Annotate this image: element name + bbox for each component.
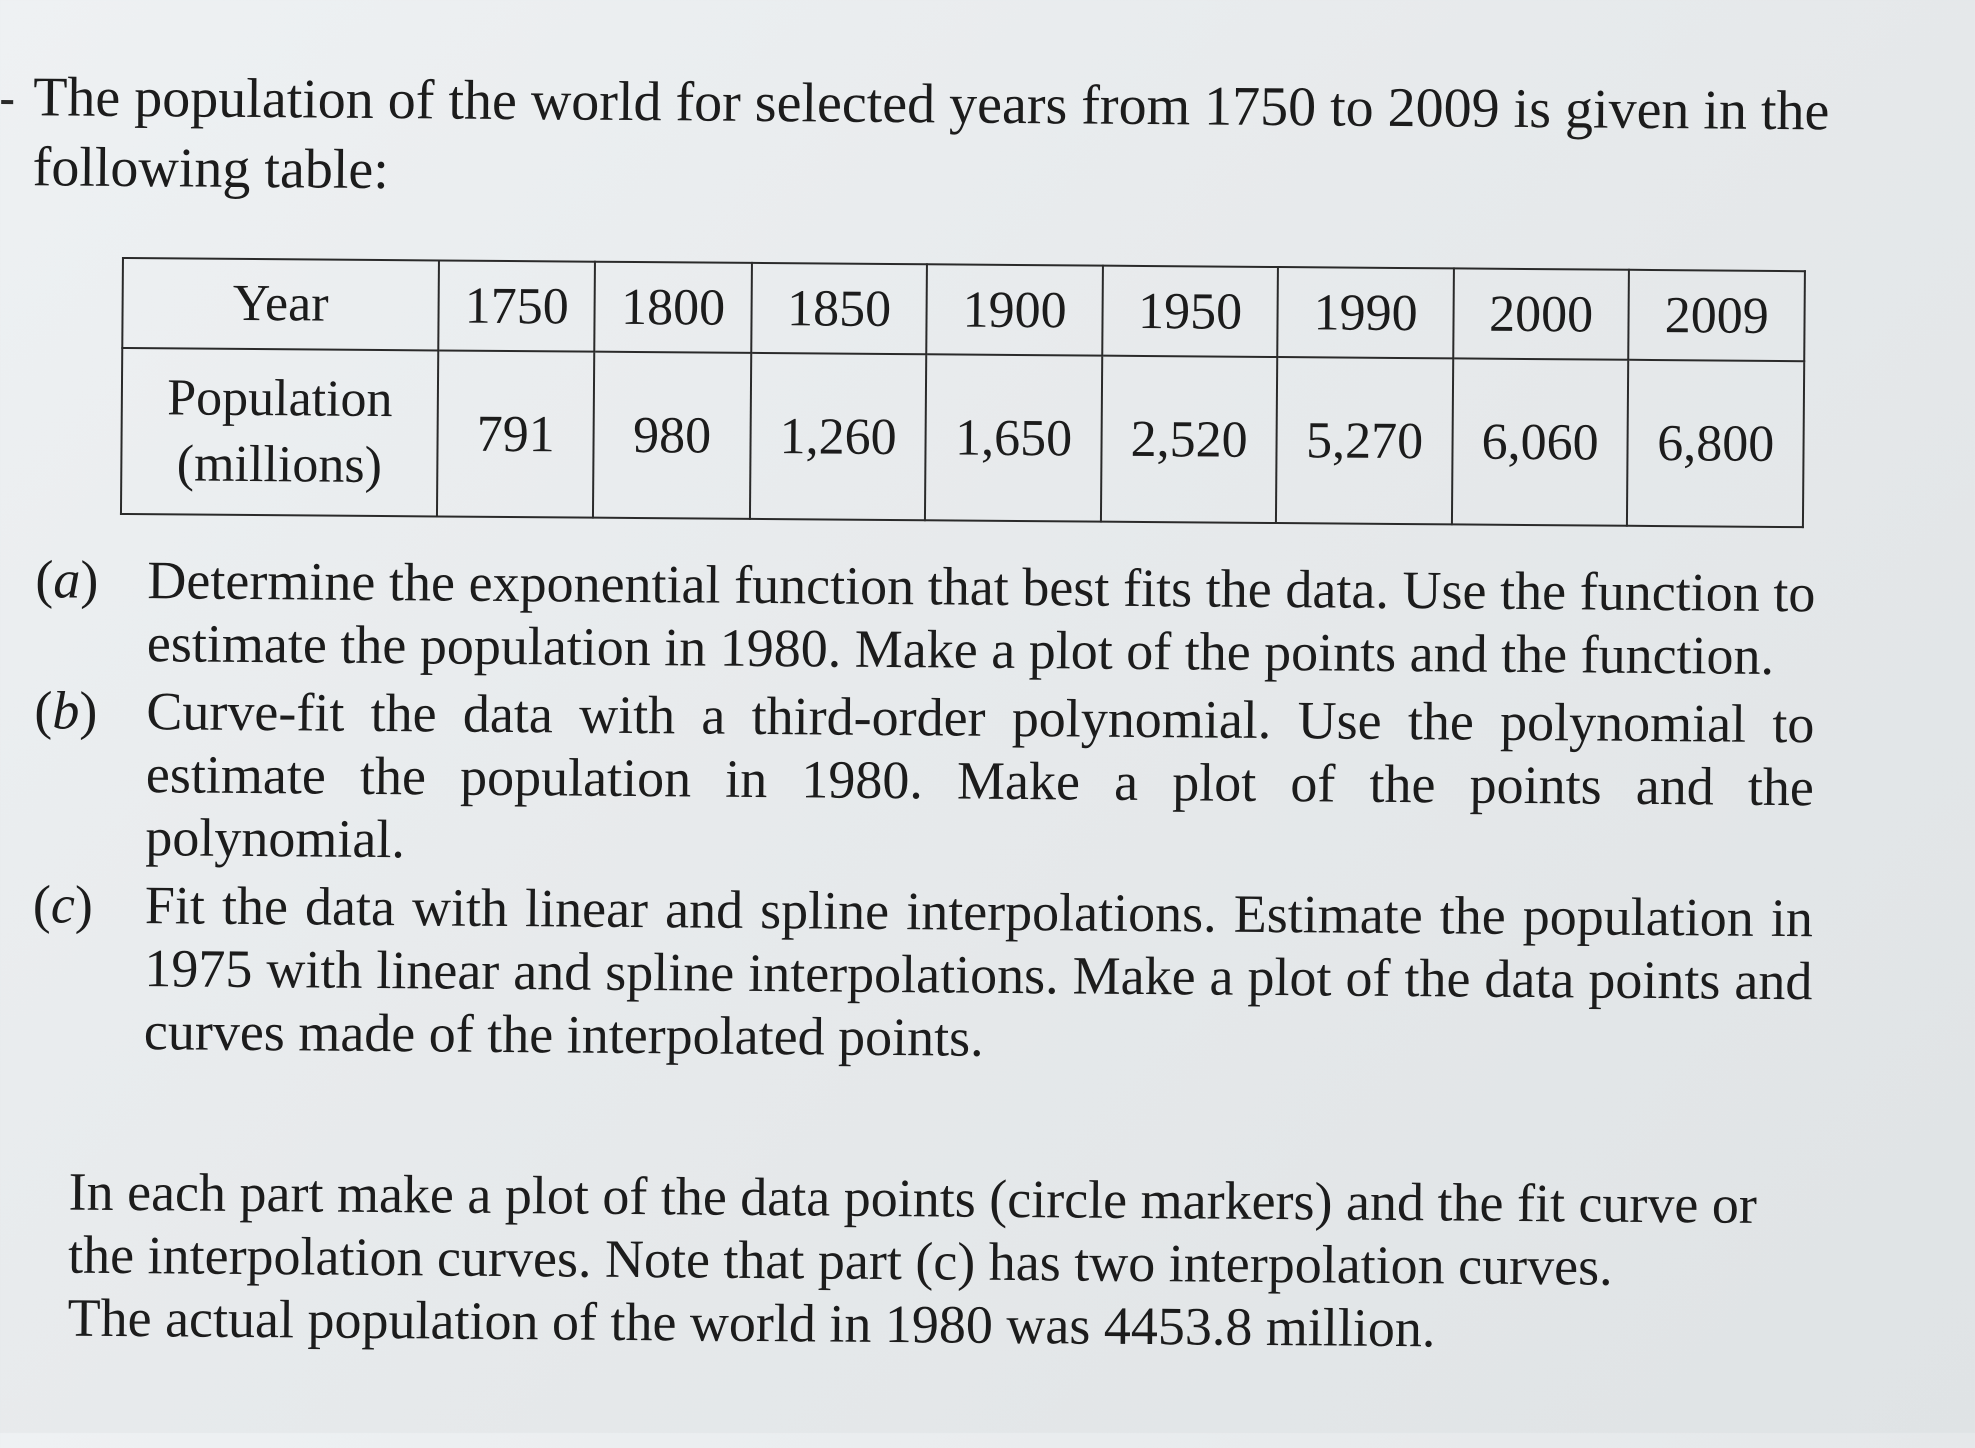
part-b-label: (b): [34, 680, 98, 741]
population-header-line1: Population: [166, 369, 393, 429]
year-cell: 1850: [751, 263, 927, 354]
closing-instructions: In each part make a plot of the data points (circle markers) and the fit curve or the interpolation curves. Note that part (c) has two interpolation curves.: [67, 1161, 1758, 1297]
population-table: [120, 257, 1806, 528]
year-cell: 1990: [1278, 267, 1454, 358]
actual-population-note: The actual population of the world in 1980 was 4453.8 million.: [67, 1287, 1436, 1359]
part-a: [35, 548, 1816, 688]
year-cell: 1900: [926, 264, 1102, 355]
year-cell: 2000: [1453, 268, 1629, 359]
population-header: [121, 348, 438, 516]
year-cell: 2009: [1629, 270, 1805, 361]
part-c-text: Fit the data with linear and spline interpolations. Estimate the population in 1975 with linear and spline interpolations. Make a plot of the data points and curves made of the interpolated points.: [143, 875, 1814, 1068]
year-row: [122, 258, 1805, 361]
population-row: [121, 348, 1804, 527]
year-cell: 1750: [438, 260, 595, 351]
part-b-text: Curve-fit the data with a third-order polynomial. Use the polynomial to estimate the population in 1980. Make a plot of the points and the polynomial.: [145, 681, 1815, 870]
population-cell: 791: [437, 350, 595, 517]
population-cell: 1,260: [750, 353, 927, 520]
population-cell: 980: [593, 352, 751, 519]
part-a-label: (a): [35, 549, 99, 610]
year-cell: 1950: [1102, 266, 1278, 357]
problem-bullet-mark: [1, 100, 13, 104]
population-header-line2: (millions): [176, 435, 383, 495]
population-cell: 5,270: [1276, 357, 1453, 524]
population-cell: 6,800: [1627, 360, 1804, 527]
closing-notes: [67, 1161, 1788, 1364]
population-cell: 2,520: [1101, 356, 1278, 523]
year-cell: 1800: [595, 262, 752, 353]
part-c: [32, 873, 1813, 1076]
part-b: [33, 679, 1814, 882]
part-a-text: Determine the exponential function that best fits the data. Use the function to estimate the population in 1980. Make a plot of the points and the function.: [146, 550, 1816, 686]
problem-intro: The population of the world for selected years from 1750 to 2009 is given in the following table:: [32, 66, 1830, 202]
population-cell: 1,650: [925, 354, 1102, 521]
part-c-label: (c): [32, 874, 94, 935]
year-header: Year: [122, 258, 439, 350]
problem-parts: [32, 548, 1816, 1081]
population-cell: 6,060: [1452, 358, 1629, 525]
